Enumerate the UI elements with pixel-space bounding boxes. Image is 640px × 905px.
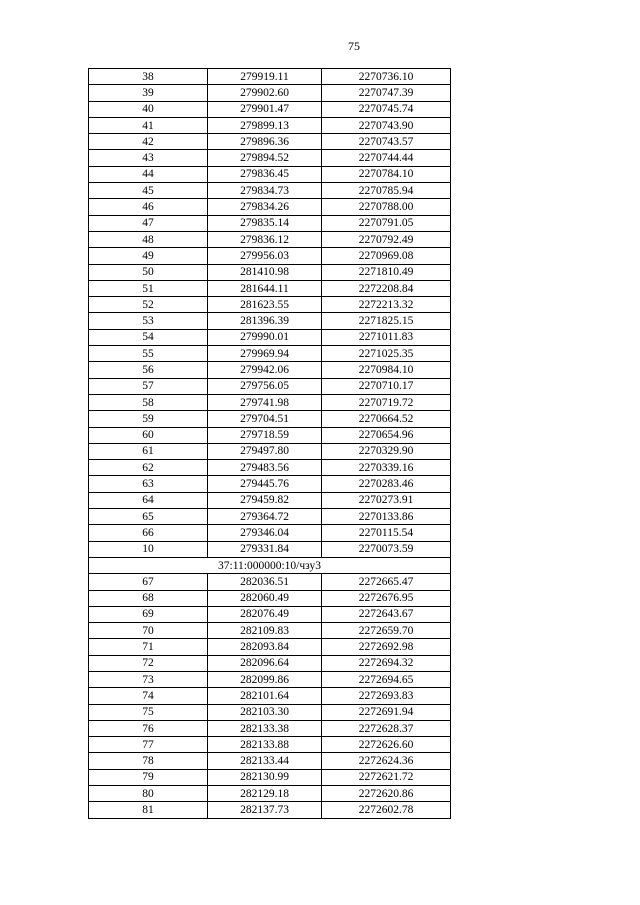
x-coordinate-cell: 282109.83 xyxy=(208,623,322,639)
table-row xyxy=(89,737,451,753)
y-coordinate-cell: 2270654.96 xyxy=(322,427,451,443)
y-coordinate-cell: 2270745.74 xyxy=(322,101,451,117)
table-row xyxy=(89,786,451,802)
point-number-cell: 41 xyxy=(89,117,208,133)
table-row xyxy=(89,427,451,443)
x-coordinate-cell: 279834.26 xyxy=(208,199,322,215)
table-row xyxy=(89,671,451,687)
y-coordinate-cell: 2272621.72 xyxy=(322,769,451,785)
x-coordinate-cell: 279718.59 xyxy=(208,427,322,443)
point-number-cell: 77 xyxy=(89,737,208,753)
table-row xyxy=(89,183,451,199)
y-coordinate-cell: 2270133.86 xyxy=(322,509,451,525)
x-coordinate-cell: 279364.72 xyxy=(208,509,322,525)
point-number-cell: 10 xyxy=(89,541,208,557)
table-row xyxy=(89,264,451,280)
table-row xyxy=(89,606,451,622)
point-number-cell: 46 xyxy=(89,199,208,215)
point-number-cell: 74 xyxy=(89,688,208,704)
x-coordinate-cell: 282093.84 xyxy=(208,639,322,655)
point-number-cell: 63 xyxy=(89,476,208,492)
x-coordinate-cell: 279969.94 xyxy=(208,346,322,362)
x-coordinate-cell: 279331.84 xyxy=(208,541,322,557)
table-row xyxy=(89,525,451,541)
x-coordinate-cell: 279704.51 xyxy=(208,411,322,427)
y-coordinate-cell: 2270744.44 xyxy=(322,150,451,166)
page-number: 75 xyxy=(348,39,360,53)
y-coordinate-cell: 2270339.16 xyxy=(322,460,451,476)
point-number-cell: 70 xyxy=(89,623,208,639)
x-coordinate-cell: 279899.13 xyxy=(208,117,322,133)
x-coordinate-cell: 279459.82 xyxy=(208,492,322,508)
table-row xyxy=(89,215,451,231)
x-coordinate-cell: 282060.49 xyxy=(208,590,322,606)
point-number-cell: 60 xyxy=(89,427,208,443)
point-number-cell: 54 xyxy=(89,329,208,345)
table-row xyxy=(89,85,451,101)
table-row xyxy=(89,394,451,410)
y-coordinate-cell: 2272693.83 xyxy=(322,688,451,704)
y-coordinate-cell: 2272624.36 xyxy=(322,753,451,769)
point-number-cell: 80 xyxy=(89,786,208,802)
point-number-cell: 73 xyxy=(89,671,208,687)
x-coordinate-cell: 282096.64 xyxy=(208,655,322,671)
table-row xyxy=(89,688,451,704)
table-row xyxy=(89,248,451,264)
point-number-cell: 53 xyxy=(89,313,208,329)
y-coordinate-cell: 2272620.86 xyxy=(322,786,451,802)
point-number-cell: 69 xyxy=(89,606,208,622)
table-row xyxy=(89,378,451,394)
y-coordinate-cell: 2270984.10 xyxy=(322,362,451,378)
y-coordinate-cell: 2270073.59 xyxy=(322,541,451,557)
y-coordinate-cell: 2270743.90 xyxy=(322,117,451,133)
y-coordinate-cell: 2271025.35 xyxy=(322,346,451,362)
coordinates-table xyxy=(88,68,451,819)
point-number-cell: 67 xyxy=(89,574,208,590)
table-section-header: 37:11:000000:10/чзу3 xyxy=(89,557,451,573)
x-coordinate-cell: 282129.18 xyxy=(208,786,322,802)
y-coordinate-cell: 2271810.49 xyxy=(322,264,451,280)
point-number-cell: 79 xyxy=(89,769,208,785)
point-number-cell: 50 xyxy=(89,264,208,280)
table-row xyxy=(89,231,451,247)
y-coordinate-cell: 2272676.95 xyxy=(322,590,451,606)
coordinates-table-body xyxy=(89,69,451,819)
point-number-cell: 52 xyxy=(89,297,208,313)
point-number-cell: 62 xyxy=(89,460,208,476)
point-number-cell: 57 xyxy=(89,378,208,394)
point-number-cell: 55 xyxy=(89,346,208,362)
table-row xyxy=(89,346,451,362)
y-coordinate-cell: 2270792.49 xyxy=(322,231,451,247)
point-number-cell: 42 xyxy=(89,134,208,150)
x-coordinate-cell: 281410.98 xyxy=(208,264,322,280)
y-coordinate-cell: 2270969.08 xyxy=(322,248,451,264)
table-row xyxy=(89,329,451,345)
x-coordinate-cell: 282133.38 xyxy=(208,720,322,736)
point-number-cell: 72 xyxy=(89,655,208,671)
x-coordinate-cell: 282130.99 xyxy=(208,769,322,785)
point-number-cell: 61 xyxy=(89,443,208,459)
table-row xyxy=(89,590,451,606)
y-coordinate-cell: 2272659.70 xyxy=(322,623,451,639)
y-coordinate-cell: 2270719.72 xyxy=(322,394,451,410)
x-coordinate-cell: 279919.11 xyxy=(208,69,322,85)
point-number-cell: 58 xyxy=(89,394,208,410)
x-coordinate-cell: 279836.45 xyxy=(208,166,322,182)
x-coordinate-cell: 279956.03 xyxy=(208,248,322,264)
y-coordinate-cell: 2271825.15 xyxy=(322,313,451,329)
y-coordinate-cell: 2272694.65 xyxy=(322,671,451,687)
x-coordinate-cell: 279896.36 xyxy=(208,134,322,150)
table-row xyxy=(89,280,451,296)
point-number-cell: 40 xyxy=(89,101,208,117)
x-coordinate-cell: 279834.73 xyxy=(208,183,322,199)
y-coordinate-cell: 2272213.32 xyxy=(322,297,451,313)
point-number-cell: 47 xyxy=(89,215,208,231)
point-number-cell: 56 xyxy=(89,362,208,378)
table-row xyxy=(89,639,451,655)
x-coordinate-cell: 279483.56 xyxy=(208,460,322,476)
table-row xyxy=(89,362,451,378)
y-coordinate-cell: 2270329.90 xyxy=(322,443,451,459)
y-coordinate-cell: 2270784.10 xyxy=(322,166,451,182)
point-number-cell: 65 xyxy=(89,509,208,525)
y-coordinate-cell: 2271011.83 xyxy=(322,329,451,345)
point-number-cell: 49 xyxy=(89,248,208,264)
table-row xyxy=(89,574,451,590)
x-coordinate-cell: 281644.11 xyxy=(208,280,322,296)
point-number-cell: 45 xyxy=(89,183,208,199)
point-number-cell: 76 xyxy=(89,720,208,736)
y-coordinate-cell: 2272665.47 xyxy=(322,574,451,590)
point-number-cell: 66 xyxy=(89,525,208,541)
y-coordinate-cell: 2272691.94 xyxy=(322,704,451,720)
table-row xyxy=(89,492,451,508)
table-row xyxy=(89,199,451,215)
y-coordinate-cell: 2272643.67 xyxy=(322,606,451,622)
table-row xyxy=(89,769,451,785)
table-row xyxy=(89,460,451,476)
table-row xyxy=(89,704,451,720)
x-coordinate-cell: 282099.86 xyxy=(208,671,322,687)
y-coordinate-cell: 2270743.57 xyxy=(322,134,451,150)
point-number-cell: 38 xyxy=(89,69,208,85)
x-coordinate-cell: 281623.55 xyxy=(208,297,322,313)
table-row xyxy=(89,443,451,459)
y-coordinate-cell: 2272626.60 xyxy=(322,737,451,753)
x-coordinate-cell: 281396.39 xyxy=(208,313,322,329)
y-coordinate-cell: 2272602.78 xyxy=(322,802,451,818)
table-row xyxy=(89,541,451,557)
x-coordinate-cell: 282036.51 xyxy=(208,574,322,590)
y-coordinate-cell: 2270736.10 xyxy=(322,69,451,85)
point-number-cell: 68 xyxy=(89,590,208,606)
x-coordinate-cell: 279894.52 xyxy=(208,150,322,166)
point-number-cell: 39 xyxy=(89,85,208,101)
y-coordinate-cell: 2270664.52 xyxy=(322,411,451,427)
point-number-cell: 78 xyxy=(89,753,208,769)
x-coordinate-cell: 282137.73 xyxy=(208,802,322,818)
point-number-cell: 75 xyxy=(89,704,208,720)
x-coordinate-cell: 279902.60 xyxy=(208,85,322,101)
point-number-cell: 48 xyxy=(89,231,208,247)
x-coordinate-cell: 279756.05 xyxy=(208,378,322,394)
point-number-cell: 71 xyxy=(89,639,208,655)
table-row xyxy=(89,297,451,313)
x-coordinate-cell: 282101.64 xyxy=(208,688,322,704)
x-coordinate-cell: 279942.06 xyxy=(208,362,322,378)
y-coordinate-cell: 2270788.00 xyxy=(322,199,451,215)
table-row xyxy=(89,753,451,769)
x-coordinate-cell: 279741.98 xyxy=(208,394,322,410)
table-row xyxy=(89,134,451,150)
x-coordinate-cell: 279901.47 xyxy=(208,101,322,117)
y-coordinate-cell: 2270785.94 xyxy=(322,183,451,199)
table-row xyxy=(89,720,451,736)
y-coordinate-cell: 2270791.05 xyxy=(322,215,451,231)
point-number-cell: 43 xyxy=(89,150,208,166)
x-coordinate-cell: 279835.14 xyxy=(208,215,322,231)
table-row xyxy=(89,411,451,427)
x-coordinate-cell: 282103.30 xyxy=(208,704,322,720)
table-section-header-row xyxy=(89,557,451,573)
table-row xyxy=(89,101,451,117)
table-row xyxy=(89,655,451,671)
table-row xyxy=(89,117,451,133)
table-row xyxy=(89,509,451,525)
x-coordinate-cell: 282133.88 xyxy=(208,737,322,753)
y-coordinate-cell: 2270283.46 xyxy=(322,476,451,492)
x-coordinate-cell: 279346.04 xyxy=(208,525,322,541)
table-row xyxy=(89,69,451,85)
table-row xyxy=(89,150,451,166)
point-number-cell: 59 xyxy=(89,411,208,427)
y-coordinate-cell: 2270115.54 xyxy=(322,525,451,541)
point-number-cell: 44 xyxy=(89,166,208,182)
x-coordinate-cell: 279445.76 xyxy=(208,476,322,492)
y-coordinate-cell: 2270747.39 xyxy=(322,85,451,101)
point-number-cell: 81 xyxy=(89,802,208,818)
table-row xyxy=(89,313,451,329)
point-number-cell: 51 xyxy=(89,280,208,296)
x-coordinate-cell: 279836.12 xyxy=(208,231,322,247)
x-coordinate-cell: 282076.49 xyxy=(208,606,322,622)
y-coordinate-cell: 2270273.91 xyxy=(322,492,451,508)
x-coordinate-cell: 279990.01 xyxy=(208,329,322,345)
table-row xyxy=(89,623,451,639)
x-coordinate-cell: 279497.80 xyxy=(208,443,322,459)
y-coordinate-cell: 2272628.37 xyxy=(322,720,451,736)
x-coordinate-cell: 282133.44 xyxy=(208,753,322,769)
table-row xyxy=(89,476,451,492)
point-number-cell: 64 xyxy=(89,492,208,508)
y-coordinate-cell: 2272692.98 xyxy=(322,639,451,655)
table-row xyxy=(89,802,451,818)
y-coordinate-cell: 2270710.17 xyxy=(322,378,451,394)
y-coordinate-cell: 2272694.32 xyxy=(322,655,451,671)
y-coordinate-cell: 2272208.84 xyxy=(322,280,451,296)
table-row xyxy=(89,166,451,182)
